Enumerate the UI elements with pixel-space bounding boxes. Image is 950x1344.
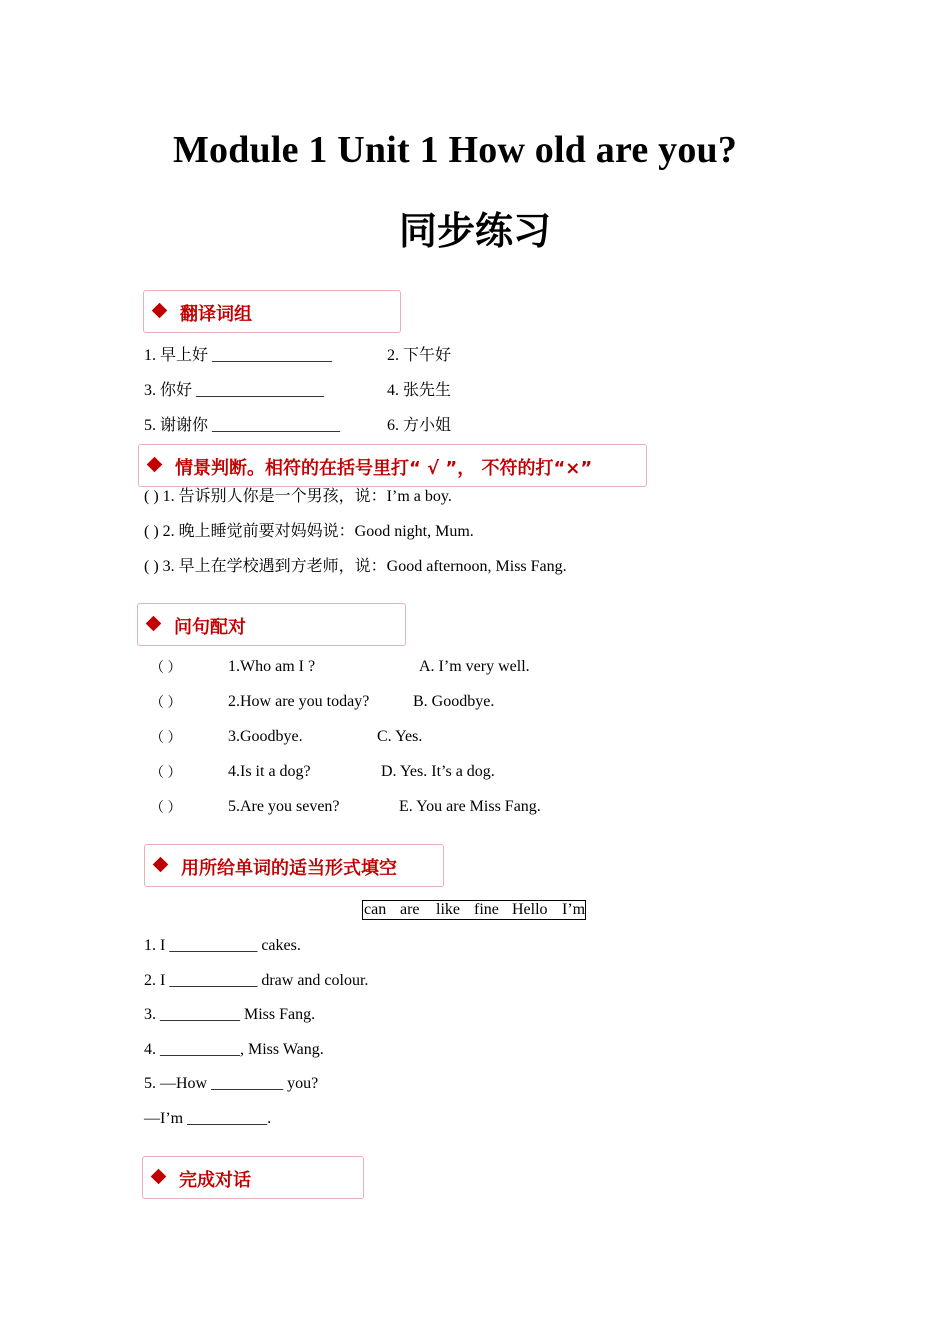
fill-item: 3. __________ Miss Fang. — [144, 1006, 316, 1023]
word-bank-word: can — [364, 901, 387, 918]
diamond-icon — [147, 457, 163, 473]
word-bank-word: like — [436, 901, 460, 918]
section-header-fill — [144, 844, 444, 887]
translate-item: 5. 谢谢你 ________________ — [144, 417, 341, 434]
section-label: 翻译词组 — [180, 304, 252, 325]
page-subtitle: 同步练习 — [398, 209, 551, 253]
translate-item: 2. 下午好 — [387, 347, 452, 364]
section-header-judge — [138, 444, 647, 487]
match-paren: （ ） — [150, 766, 182, 781]
translate-item: 4. 张先生 — [387, 382, 452, 399]
word-bank-word: are — [400, 901, 420, 918]
match-answer: B. Goodbye. — [413, 693, 495, 710]
match-answer: E. You are Miss Fang. — [399, 798, 541, 815]
translate-item: 3. 你好 ________________ — [144, 382, 325, 399]
word-bank-word: Hello — [512, 901, 548, 918]
section-label: 问句配对 — [174, 617, 246, 638]
match-question: 5.Are you seven? — [228, 798, 340, 815]
judge-item: ( ) 3. 早上在学校遇到方老师，说：Good afternoon, Miss Fang. — [144, 558, 567, 575]
judge-item: ( ) 1. 告诉别人你是一个男孩，说：I’m a boy. — [144, 488, 452, 505]
diamond-icon — [151, 1169, 167, 1185]
match-answer: D. Yes. It’s a dog. — [381, 763, 495, 780]
fill-item: 5. —How _________ you? — [144, 1075, 319, 1092]
match-question: 2.How are you today? — [228, 693, 370, 710]
page-title: Module 1 Unit 1 How old are you? — [172, 129, 738, 171]
match-question: 4.Is it a dog? — [228, 763, 311, 780]
diamond-icon — [152, 303, 168, 319]
section-header-dialogue — [142, 1156, 364, 1199]
diamond-icon — [153, 857, 169, 873]
fill-item: 2. I ___________ draw and colour. — [144, 972, 369, 989]
translate-item: 6. 方小姐 — [387, 417, 452, 434]
fill-item: —I’m __________. — [144, 1110, 272, 1127]
word-bank-word: I’m — [562, 901, 586, 918]
match-paren: （ ） — [150, 661, 182, 676]
section-header-match — [137, 603, 406, 646]
match-question: 3.Goodbye. — [228, 728, 303, 745]
match-paren: （ ） — [150, 731, 182, 746]
word-bank-word: fine — [474, 901, 499, 918]
fill-item: 1. I ___________ cakes. — [144, 937, 301, 954]
section-label: 完成对话 — [179, 1170, 251, 1191]
section-label: 情景判断。相符的在括号里打“ √ ”， 不符的打“×” — [175, 458, 593, 479]
fill-item: 4. __________, Miss Wang. — [144, 1041, 324, 1058]
section-label: 用所给单词的适当形式填空 — [181, 858, 397, 879]
judge-item: ( ) 2. 晚上睡觉前要对妈妈说：Good night, Mum. — [144, 523, 474, 540]
translate-item: 1. 早上好 _______________ — [144, 347, 333, 364]
match-answer: C. Yes. — [377, 728, 423, 745]
section-header-translate — [143, 290, 401, 333]
diamond-icon — [146, 616, 162, 632]
word-bank — [362, 900, 586, 920]
match-question: 1.Who am I ? — [228, 658, 316, 675]
match-paren: （ ） — [150, 801, 182, 816]
match-answer: A. I’m very well. — [419, 658, 530, 675]
match-paren: （ ） — [150, 696, 182, 711]
